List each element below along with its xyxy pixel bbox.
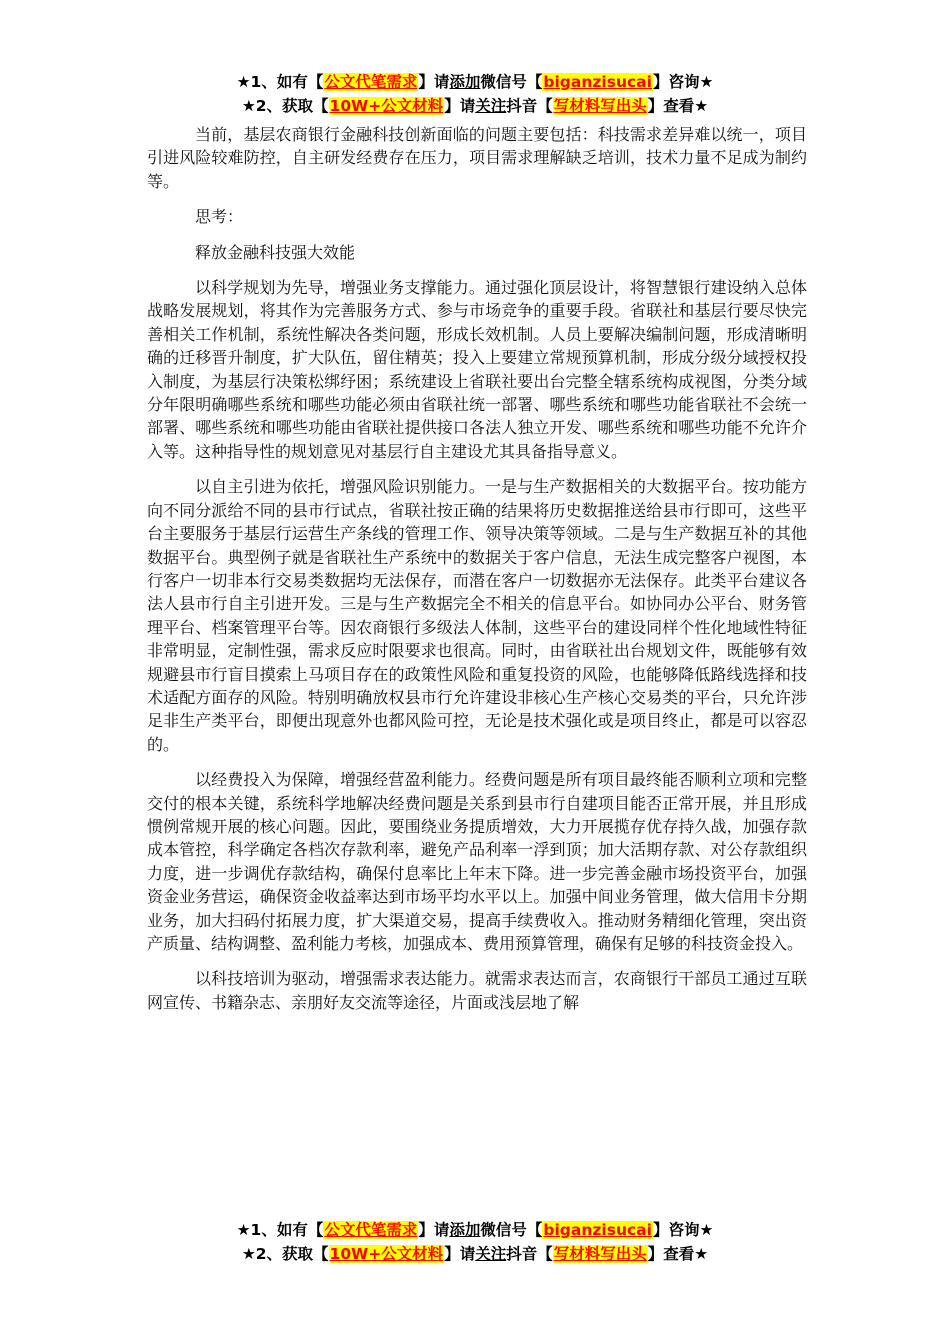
banner-underlined-text: 关注 [475, 1245, 507, 1263]
paragraph-training: 以科技培训为驱动，增强需求表达能力。就需求表达而言，农商银行干部员工通过互联网宣传、书籍杂志、亲朋好友交流等途径，片面或浅层地了解 [147, 969, 807, 1012]
banner-text: 】请 [418, 1221, 450, 1239]
banner-text: 】请 [444, 1245, 476, 1263]
banner-highlight-service[interactable]: 公文代笔需求 [324, 1221, 418, 1239]
banner-underlined-text: 关注 [475, 97, 507, 115]
paragraph-intro: 当前，基层农商银行金融科技创新面临的问题主要包括：科技需求差异难以统一，项目引进风险较难防控，自主研发经费存在压力，项目需求理解缺乏培训，技术力量不足成为制约等。 [147, 125, 807, 191]
top-banner-line-1 [0, 70, 950, 94]
banner-text: 】请 [444, 97, 476, 115]
banner-text: 抖音【 [506, 97, 553, 115]
banner-highlight-douyin-id[interactable]: 写材料写出头 [553, 97, 647, 115]
banner-highlight-materials[interactable]: 10W+公文材料 [329, 97, 444, 115]
banner-text: ★1、如有【 [236, 73, 324, 91]
banner-underlined-text: 添加 [449, 73, 481, 91]
banner-highlight-wechat-id[interactable]: biganzisucai [543, 73, 652, 91]
banner-text: ★2、获取【 [241, 97, 329, 115]
document-body [147, 123, 807, 1213]
banner-highlight-wechat-id[interactable]: biganzisucai [543, 1221, 652, 1239]
banner-text: 】查看★ [647, 1245, 709, 1263]
banner-text: 微信号【 [480, 1221, 543, 1239]
banner-text: 微信号【 [480, 73, 543, 91]
banner-text: ★2、获取【 [241, 1245, 329, 1263]
bottom-banner-line-1 [0, 1218, 950, 1242]
banner-text: 】咨询★ [652, 73, 714, 91]
banner-text: 】咨询★ [652, 1221, 714, 1239]
banner-underlined-text: 添加 [449, 1221, 481, 1239]
banner-text: 抖音【 [506, 1245, 553, 1263]
bottom-banner-line-2 [0, 1242, 950, 1266]
banner-text: 】请 [418, 73, 450, 91]
paragraph-section-heading: 释放金融科技强大效能 [195, 242, 356, 262]
banner-text: 】查看★ [647, 97, 709, 115]
paragraph-planning: 以科学规划为先导，增强业务支撑能力。通过强化顶层设计，将智慧银行建设纳入总体战略发展规划，将其作为完善服务方式、参与市场竞争的重要手段。省联社和基层行要尽快完善相关工作机制，系统性解决各类问题，形成长效机制。人员上要解决编制问题，形成清晰明确的迁移晋升制度，扩大队伍，留住精英；投入上要建立常规预算机制，形成分级分域授权投入制度，为基层行决策松绑纾困；系统建设上省联社要出台完整全辖系统构成视图，分类分域分年限明确哪些系统和哪些功能必须由省联社统一部署、哪些系统和哪些功能省联社不会统一部署、哪些系统和哪些功能由省联社提供接口各法人独立开发、哪些系统和哪些功能不允许介入等。这种指导性的规划意见对基层行自主建设尤其具备指导意义。 [147, 278, 807, 461]
banner-highlight-service[interactable]: 公文代笔需求 [324, 73, 418, 91]
banner-highlight-materials[interactable]: 10W+公文材料 [329, 1245, 444, 1263]
banner-highlight-douyin-id[interactable]: 写材料写出头 [553, 1245, 647, 1263]
top-banner-line-2 [0, 94, 950, 118]
banner-text: ★1、如有【 [236, 1221, 324, 1239]
paragraph-independent-introduction: 以自主引进为依托，增强风险识别能力。一是与生产数据相关的大数据平台。按功能方向不同分派给不同的县市行试点，省联社按正确的结果将历史数据推送给县市行即可，这些平台主要服务于基层行运营生产条线的管理工作、领导决策等领域。二是与生产数据互补的其他数据平台。典型例子就是省联社生产系统中的数据关于客户信息，无法生成完整客户视图，本行客户一切非本行交易类数据均无法保存，而潜在客户一切数据亦无法保存。此类平台建议各法人县市行自主引进开发。三是与生产数据完全不相关的信息平台。如协同办公平台、财务管理平台、档案管理平台等。因农商银行多级法人体制，这些平台的建设同样个性化地域性特征非常明显，定制性强，需求反应时限要求也很高。同时，由省联社出台规划文件，既能够有效规避县市行盲目摸索上马项目存在的政策性风险和重复投资的风险，也能够降低路线选择和技术适配方面存的风险。特别明确放权县市行允许建设非核心生产核心交易类的平台，只允许涉足非生产类平台，即便出现意外也都风险可控，无论是技术强化或是项目终止，都是可以容忍的。 [147, 477, 807, 754]
paragraph-thinking-label: 思考： [195, 207, 244, 227]
paragraph-funding: 以经费投入为保障，增强经营盈利能力。经费问题是所有项目最终能否顺利立项和完整交付的根本关键，系统科学地解决经费问题是关系到县市行自建项目能否正常开展，并且形成惯例常规开展的核心问题。因此，要围绕业务提质增效，大力开展揽存优存持久战，加强存款成本管控，科学确定各档次存款利率，避免产品利率一浮到顶；加大活期存款、对公存款组织力度，进一步调优存款结构，确保付息率比上年末下降。进一步完善金融市场投资平台，加强资金业务营运，确保资金收益率达到市场平均水平以上。加强中间业务管理，做大信用卡分期业务，加大扫码付拓展力度，扩大渠道交易，提高手续费收入。推动财务精细化管理，突出资产质量、结构调整、盈利能力考核，加强成本、费用预算管理，确保有足够的科技资金投入。 [147, 770, 807, 953]
